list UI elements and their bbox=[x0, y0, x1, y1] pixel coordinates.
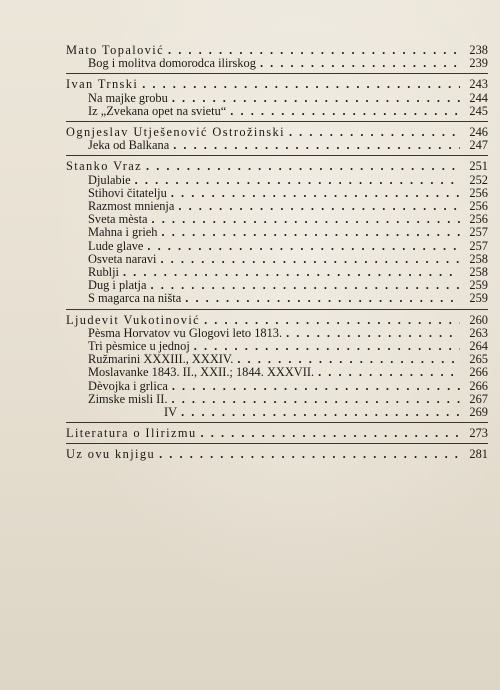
toc-entry bbox=[66, 393, 488, 406]
toc-page-number: 246 bbox=[469, 125, 488, 140]
dot-leader bbox=[171, 187, 460, 200]
dot-leader bbox=[201, 427, 460, 440]
toc-title: Uz ovu knjigu bbox=[66, 447, 156, 462]
toc-page-number: 267 bbox=[469, 391, 488, 406]
dot-leader bbox=[135, 174, 460, 187]
toc-page-number: 259 bbox=[469, 291, 488, 306]
toc-author-heading bbox=[66, 78, 488, 91]
toc-entry bbox=[66, 253, 488, 266]
dot-leader bbox=[147, 240, 460, 253]
dot-leader bbox=[159, 448, 460, 461]
toc-page-number: 245 bbox=[469, 103, 488, 118]
toc-title: Na majke grobu bbox=[88, 90, 168, 105]
toc-page-number: 243 bbox=[469, 77, 488, 92]
toc-title: Literatura o Ilirizmu bbox=[66, 426, 197, 441]
toc-title: Jeka od Balkana bbox=[88, 138, 170, 153]
dot-leader bbox=[162, 226, 460, 239]
dot-leader bbox=[185, 292, 460, 305]
toc-page-number: 264 bbox=[469, 339, 488, 354]
toc-page-number: 266 bbox=[469, 378, 488, 393]
toc-page-number: 238 bbox=[469, 43, 488, 57]
dot-leader bbox=[204, 314, 460, 327]
toc-entry bbox=[66, 240, 488, 253]
dot-leader bbox=[142, 78, 460, 91]
section-divider bbox=[66, 155, 488, 156]
toc-title: Razmost mnienja bbox=[88, 199, 175, 214]
toc-page-number: 281 bbox=[469, 447, 488, 462]
toc-page-number: 256 bbox=[469, 212, 488, 227]
toc-page-number: 239 bbox=[469, 56, 488, 71]
toc-entry bbox=[66, 174, 488, 187]
toc-page-number: 263 bbox=[469, 325, 488, 340]
toc-author-heading bbox=[66, 448, 488, 461]
toc-author-heading bbox=[66, 314, 488, 327]
dot-leader bbox=[160, 253, 460, 266]
toc-entry bbox=[66, 57, 488, 70]
toc-entry bbox=[66, 366, 488, 379]
toc-title: S magarca na ništa bbox=[88, 291, 182, 306]
toc-page-number: 244 bbox=[469, 90, 488, 105]
dot-leader bbox=[286, 327, 460, 340]
toc-page-number: 256 bbox=[469, 199, 488, 214]
toc-title: Rublji bbox=[88, 265, 119, 280]
toc-title: Zimske misli II. bbox=[88, 391, 168, 406]
toc-author-heading bbox=[66, 160, 488, 173]
toc-title: IV bbox=[164, 405, 178, 420]
toc-page-number: 251 bbox=[469, 159, 488, 174]
dot-leader bbox=[289, 126, 460, 139]
toc-page-number: 273 bbox=[469, 426, 488, 441]
toc-page-number: 269 bbox=[469, 405, 488, 420]
toc-author-heading bbox=[66, 427, 488, 440]
toc-page-number: 258 bbox=[469, 251, 488, 266]
toc-title: Sveta mèsta bbox=[88, 212, 148, 227]
section-divider bbox=[66, 443, 488, 444]
toc-page-number: 257 bbox=[469, 238, 488, 253]
toc-entry bbox=[66, 380, 488, 393]
toc-title: Stanko Vraz bbox=[66, 159, 143, 174]
dot-leader bbox=[172, 380, 460, 393]
toc-title: Pèsma Horvatov vu Glogovi leto 1813. bbox=[88, 325, 283, 340]
table-of-contents bbox=[66, 44, 488, 462]
dot-leader bbox=[123, 266, 460, 279]
toc-title: Moslavanke 1843. II., XXII.; 1844. XXXVII. bbox=[88, 365, 315, 380]
section-divider bbox=[66, 309, 488, 310]
toc-entry bbox=[66, 406, 488, 419]
section-divider bbox=[66, 121, 488, 122]
toc-entry bbox=[66, 292, 488, 305]
toc-title: Dèvojka i grlica bbox=[88, 378, 168, 393]
toc-title: Dug i platja bbox=[88, 278, 147, 293]
dot-leader bbox=[172, 92, 460, 105]
toc-title: Bog i molitva domorodca ilirskog bbox=[88, 56, 256, 71]
toc-title: Iz „Zvekana opet na svietu“ bbox=[88, 103, 227, 118]
toc-page-number: 247 bbox=[469, 138, 488, 153]
toc-page-number: 252 bbox=[469, 172, 488, 187]
dot-leader bbox=[173, 139, 460, 152]
toc-page-number: 265 bbox=[469, 352, 488, 367]
toc-title: Djulabie bbox=[88, 172, 131, 187]
dot-leader bbox=[178, 200, 460, 213]
toc-page-number: 266 bbox=[469, 365, 488, 380]
toc-entry bbox=[66, 105, 488, 118]
section-divider bbox=[66, 73, 488, 74]
toc-title: Tri pèsmice u jednoj bbox=[88, 339, 190, 354]
section-divider bbox=[66, 422, 488, 423]
toc-title: Lude glave bbox=[88, 238, 144, 253]
toc-page-number: 257 bbox=[469, 225, 488, 240]
dot-leader bbox=[146, 160, 460, 173]
toc-page-number: 256 bbox=[469, 185, 488, 200]
toc-page-number: 260 bbox=[469, 312, 488, 327]
dot-leader bbox=[230, 105, 460, 118]
dot-leader bbox=[172, 393, 461, 406]
dot-leader bbox=[318, 366, 460, 379]
dot-leader bbox=[152, 213, 460, 226]
toc-title: Stihovi čitatelju bbox=[88, 185, 167, 200]
toc-title: Mato Topalović bbox=[66, 43, 164, 57]
toc-entry bbox=[66, 226, 488, 239]
toc-page-number: 259 bbox=[469, 278, 488, 293]
toc-title: Mahna i grieh bbox=[88, 225, 158, 240]
dot-leader bbox=[151, 279, 461, 292]
toc-page-number: 258 bbox=[469, 265, 488, 280]
toc-entry bbox=[66, 139, 488, 152]
toc-title: Osveta naravi bbox=[88, 251, 157, 266]
toc-title: Ognjeslav Utješenović Ostrožinski bbox=[66, 125, 285, 140]
dot-leader bbox=[181, 406, 460, 419]
toc-title: Ružmarini XXXIII., XXXIV. bbox=[88, 352, 234, 367]
toc-entry bbox=[66, 92, 488, 105]
toc-title: Ivan Trnski bbox=[66, 77, 139, 92]
dot-leader bbox=[260, 57, 460, 70]
dot-leader bbox=[194, 340, 460, 353]
toc-title: Ljudevit Vukotinović bbox=[66, 312, 201, 327]
